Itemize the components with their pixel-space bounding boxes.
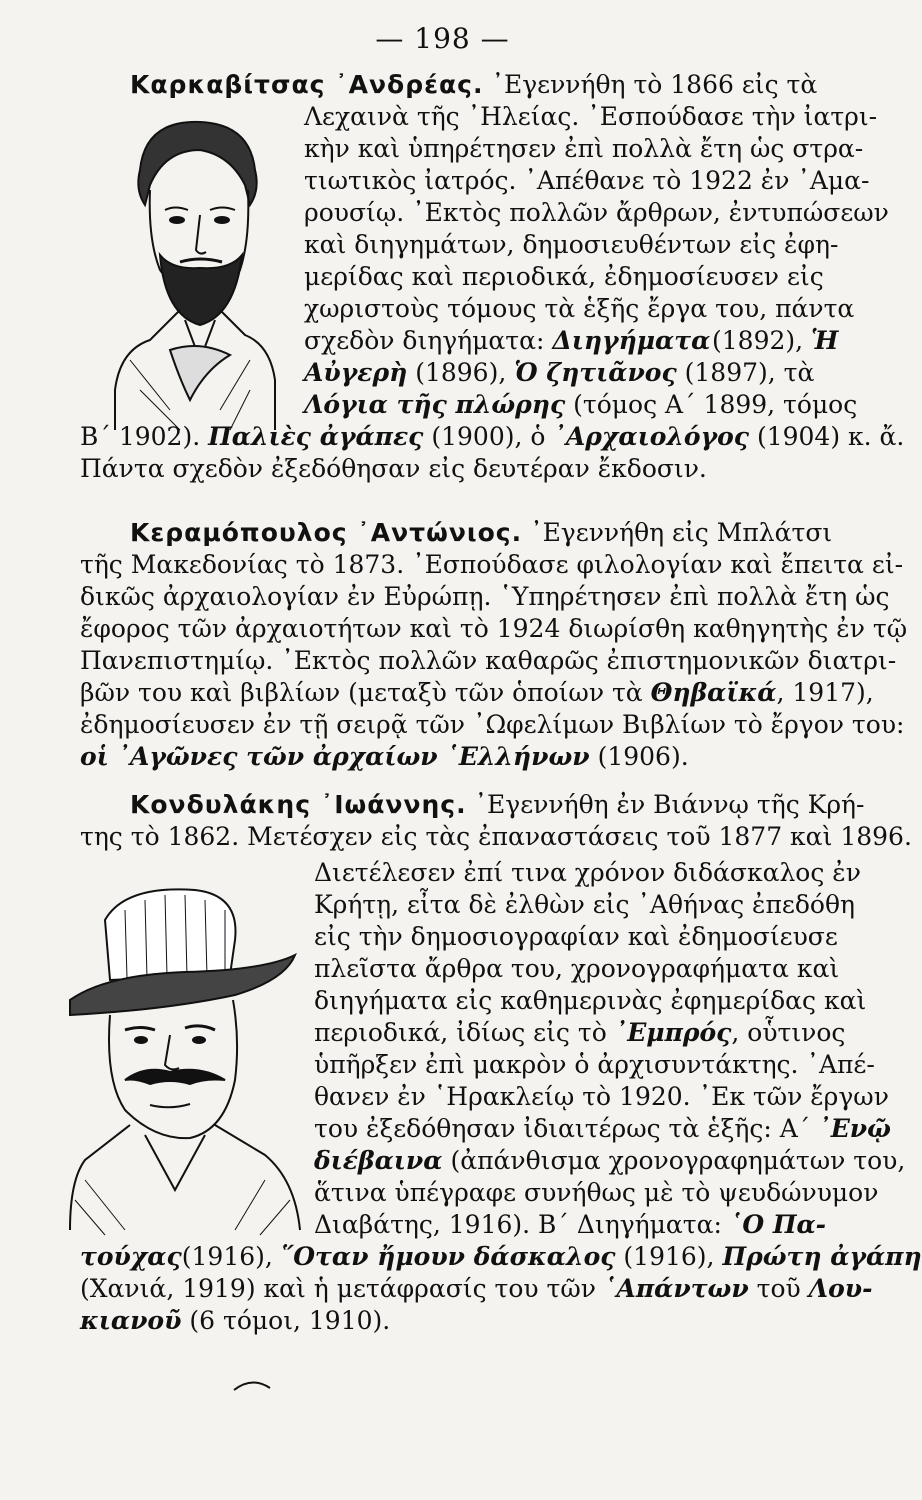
entry-1-line-13: Πάντα σχεδὸν ἐξεδόθησαν εἰς δευτέραν ἔκδοσιν. — [80, 454, 707, 483]
entry-1-heading: Καρκαβίτσας ᾿Ανδρέας. — [130, 70, 484, 99]
entry-3-line-14: Διαβάτης, 1916). Β΄ Διηγήματα: ῾Ο Πα- — [314, 1210, 827, 1239]
entry-2-line-4: ἔφορος τῶν ἀρχαιοτήτων καὶ τὸ 1924 διωρίσθη καθηγητὴς ἐν τῷ — [80, 614, 908, 643]
title-archaiologos: ᾿Αρχαιολόγος — [553, 422, 749, 451]
entry-3-line-10: θανεν ἐν ῾Ηρακλείῳ τὸ 1920. ᾿Εκ τῶν ἔργων — [314, 1082, 889, 1111]
title-proti: Πρώτη ἀγάπη — [722, 1242, 922, 1271]
entry-2-line-1: Κεραμόπουλος ᾿Αντώνιος. ᾿Εγεννήθη εἰς Μπλάτσι — [130, 518, 833, 547]
entry-1-line-3: κὴν καὶ ὑπηρέτησεν ἐπὶ πολλὰ ἔτη ὡς στρα- — [304, 134, 864, 163]
entry-1-line-11: Λόγια τῆς πλώρης (τόμος Α΄ 1899, τόμος — [304, 390, 858, 419]
entry-2-heading: Κεραμόπουλος ᾿Αντώνιος. — [130, 518, 523, 547]
entry-3-line-2: της τὸ 1862. Μετέσχεν εἰς τὰς ἐπαναστάσεις τοῦ 1877 καὶ 1896. — [80, 822, 912, 851]
entry-1-line-10: Αὐγερὴ (1896), Ὁ ζητιᾶνος (1897), τὰ — [304, 358, 815, 387]
entry-3-heading: Κονδυλάκης ᾿Ιωάννης. — [130, 790, 467, 819]
portrait-karkavitsas — [110, 110, 280, 440]
entry-3-line-1: Κονδυλάκης ᾿Ιωάννης. ᾿Εγεννήθη ἐν Βιάννῳ τῆς Κρή- — [130, 790, 865, 819]
entry-1-line-1 — [130, 70, 817, 100]
entry-3-line-13: ἅτινα ὑπέγραφε συνήθως μὲ τὸ ψευδώνυμον — [314, 1178, 879, 1207]
title-eno: ᾿Ενῷ — [818, 1114, 891, 1143]
title-embros: ᾿Εμπρός — [614, 1018, 732, 1047]
entry-3-line-7: διηγήματα εἰς καθημερινὰς ἐφημερίδας καὶ — [314, 986, 867, 1015]
entry-1-text: ᾿Εγεννήθη τὸ 1866 εἰς τὰ — [491, 70, 818, 99]
entry-1-line-8: χωριστοὺς τόμους τὰ ἑξῆς ἔργα του, πάντα — [304, 294, 855, 323]
entry-1-line-9b: (1892), Ἡ — [712, 326, 839, 355]
entry-3-line-12: διέβαινα (ἀπάνθισμα χρονογραφημάτων του, — [314, 1146, 906, 1175]
entry-2-line-2: τῆς Μακεδονίας τὸ 1873. ᾿Εσπούδασε φιλολογίαν καὶ ἔπειτα εἰ- — [80, 550, 904, 579]
title-diigimata: Διηγήματα — [552, 326, 711, 355]
title-i: Ἡ — [811, 326, 839, 355]
title-zitianos: Ὁ ζητιᾶνος — [514, 358, 677, 387]
entry-3-line-3: Διετέλεσεν ἐπί τινα χρόνον διδάσκαλος ἐν — [314, 858, 861, 887]
title-otan: ῞Οταν ἤμουν δάσκαλος — [280, 1242, 616, 1271]
title-patouchas-b: τούχας — [80, 1242, 182, 1271]
title-avgeri: Αὐγερὴ — [304, 358, 408, 387]
title-logia: Λόγια τῆς πλώρης — [304, 390, 566, 419]
entry-2-line-5: Πανεπιστημίῳ. ᾿Εκτὸς πολλῶν καθαρῶς ἐπιστημονικῶν διατρι- — [80, 646, 897, 675]
entry-3-line-15: τούχας(1916), ῞Οταν ἤμουν δάσκαλος (1916), Πρώτη ἀγάπη — [80, 1242, 922, 1271]
entry-1-line-12: Β΄ 1902). Παλιὲς ἀγάπες (1900), ὁ ᾿Αρχαιολόγος (1904) κ. ἄ. — [80, 422, 905, 451]
entry-3-line-11: του ἐξεδόθησαν ἰδιαιτέρως τὰ ἑξῆς: Α΄ ᾿Ενῷ — [314, 1114, 891, 1143]
title-patouchas-a: ῾Ο Πα- — [729, 1210, 827, 1239]
entry-3-line-4: Κρήτῃ, εἶτα δὲ ἐλθὼν εἰς ᾿Αθήνας ἐπεδόθη — [314, 890, 855, 919]
title-agones: οἱ ᾿Αγῶνες τῶν ἀρχαίων ῾Ελλήνων — [80, 742, 590, 771]
entry-1-line-9: σχεδὸν διηγήματα: Διηγήματα — [304, 326, 711, 355]
entry-3-line-6: πλεῖστα ἄρθρα του, χρονογραφήματα καὶ — [314, 954, 840, 983]
entry-3-line-8: περιοδικά, ἰδίως εἰς τὸ ᾿Εμπρός, οὗτινος — [314, 1018, 846, 1047]
title-thivaika: Θηβαϊκά — [650, 678, 777, 707]
portrait-kondylakis — [65, 880, 305, 1240]
entry-1-line-2: Λεχαινὰ τῆς ᾿Ηλείας. ᾿Εσπούδασε τὴν ἰατρι- — [304, 102, 878, 131]
page-number: — 198 — — [375, 22, 510, 55]
title-louk-a: Λου- — [808, 1274, 873, 1303]
entry-1-line-6: καὶ διηγημάτων, δημοσιευθέντων εἰς ἐφη- — [304, 230, 839, 259]
title-palies: Παλιὲς ἀγάπες — [208, 422, 424, 451]
entry-2-line-8: οἱ ᾿Αγῶνες τῶν ἀρχαίων ῾Ελλήνων (1906). — [80, 742, 689, 771]
entry-3-line-9: ὑπῆρξεν ἐπὶ μακρὸν ὁ ἀρχισυντάκτης. ᾿Απέ- — [314, 1050, 875, 1079]
entry-3-line-5: εἰς τὴν δημοσιογραφίαν καὶ ἐδημοσίευσε — [314, 922, 838, 951]
entry-2-line-7: ἐδημοσίευσεν ἐν τῇ σειρᾷ τῶν ᾿Ωφελίμων Βιβλίων τὸ ἔργον του: — [80, 710, 905, 739]
entry-2-line-6: βῶν του καὶ βιβλίων (μεταξὺ τῶν ὁποίων τὰ Θηβαϊκά, 1917), — [80, 678, 874, 707]
title-dievaina: διέβαινα — [314, 1146, 443, 1175]
title-louk-b: κιανοῦ — [80, 1306, 182, 1335]
title-apanton: ῾Απάντων — [603, 1274, 749, 1303]
entry-3-line-16: (Χανιά, 1919) καὶ ἡ μετάφρασίς του τῶν ῾Απάντων τοῦ Λου- — [80, 1274, 873, 1303]
entry-3-line-17: κιανοῦ (6 τόμοι, 1910). — [80, 1306, 391, 1335]
entry-2-line-3: δικῶς ἀρχαιολογίαν ἐν Εὐρώπῃ. ῾Υπηρέτησεν ἐπὶ πολλὰ ἔτη ὡς — [80, 582, 890, 611]
entry-1-line-4: τιωτικὸς ἰατρός. ᾿Απέθανε τὸ 1922 ἐν ᾿Αμα- — [304, 166, 870, 195]
entry-1-line-7: μερίδας καὶ περιοδικά, ἐδημοσίευσεν εἰς — [304, 262, 824, 291]
entry-1-line-5: ρουσίῳ. ᾿Εκτὸς πολλῶν ἄρθρων, ἐντυπώσεων — [304, 198, 889, 227]
decorative-mark — [232, 1378, 272, 1392]
